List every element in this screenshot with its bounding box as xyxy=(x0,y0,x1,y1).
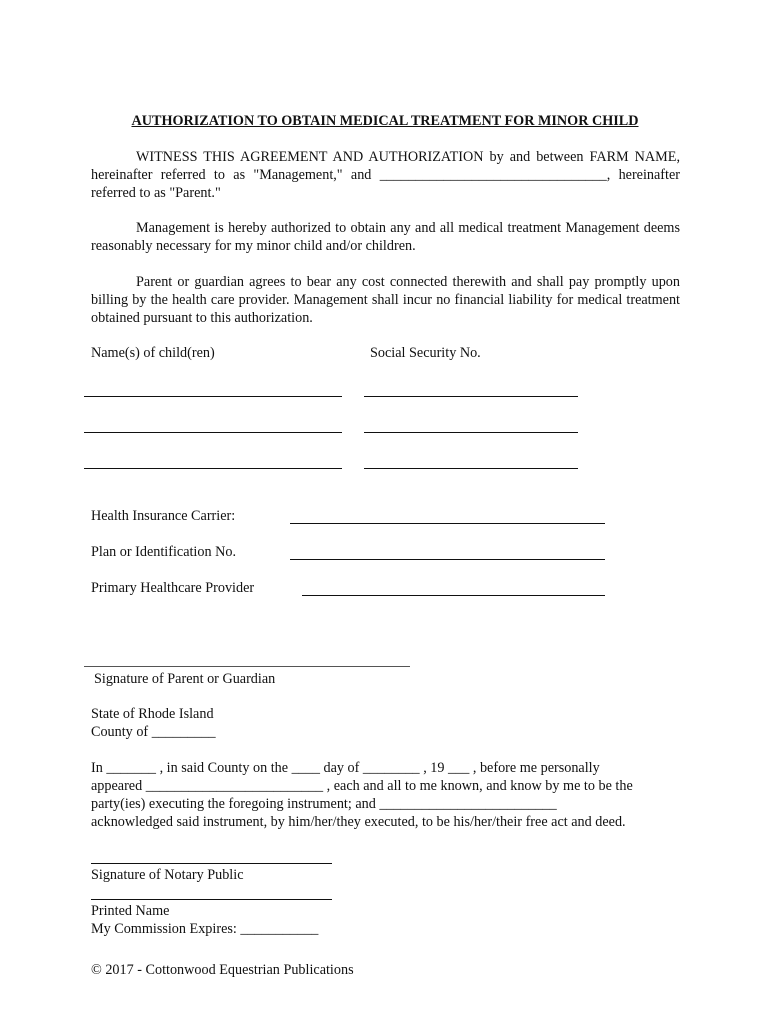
commission-expires-label: My Commission Expires: ___________ xyxy=(91,921,319,937)
ssn-header: Social Security No. xyxy=(370,345,481,361)
printed-name-label: Printed Name xyxy=(91,903,170,919)
plan-id-label: Plan or Identification No. xyxy=(91,544,236,560)
child-ssn-line-1[interactable] xyxy=(364,396,578,397)
parent-signature-label: Signature of Parent or Guardian xyxy=(94,671,276,687)
document-title: AUTHORIZATION TO OBTAIN MEDICAL TREATMENT FOR MINOR CHILD xyxy=(131,113,639,129)
child-ssn-line-3[interactable] xyxy=(364,468,578,469)
insurance-carrier-line[interactable] xyxy=(290,523,605,524)
printed-name-line[interactable] xyxy=(91,899,332,900)
healthcare-provider-line[interactable] xyxy=(302,595,605,596)
insurance-carrier-label: Health Insurance Carrier: xyxy=(91,508,236,524)
authorization-paragraph: Management is hereby authorized to obtain any and all medical treatment Management deems reasonably necessary for my minor child and/or children. xyxy=(91,220,680,254)
copyright-footer: © 2017 - Cottonwood Equestrian Publications xyxy=(91,962,354,978)
witness-paragraph: WITNESS THIS AGREEMENT AND AUTHORIZATION by and between FARM NAME, hereinafter referred to as "Management," and ________________________________, hereinafter referred to as "Parent." xyxy=(91,149,680,201)
child-name-line-1[interactable] xyxy=(84,396,342,397)
acknowledgment-line-4: acknowledged said instrument, by him/her/they executed, to be his/her/their free act and deed. xyxy=(91,814,626,830)
acknowledgment-line-3: party(ies) executing the foregoing instrument; and _________________________ xyxy=(91,796,557,812)
child-name-line-3[interactable] xyxy=(84,468,342,469)
child-name-line-2[interactable] xyxy=(84,432,342,433)
notary-county: County of _________ xyxy=(91,724,216,740)
notary-signature-line[interactable] xyxy=(91,863,332,864)
acknowledgment-line-2: appeared _________________________ , each and all to me known, and know by me to be the xyxy=(91,778,633,794)
healthcare-provider-label: Primary Healthcare Provider xyxy=(91,580,255,596)
acknowledgment-line-1: In _______ , in said County on the ____ day of ________ , 19 ___ , before me personally xyxy=(91,760,600,776)
parent-signature-line[interactable] xyxy=(84,666,410,667)
notary-state: State of Rhode Island xyxy=(91,706,214,722)
notary-signature-label: Signature of Notary Public xyxy=(91,867,244,883)
plan-id-line[interactable] xyxy=(290,559,605,560)
children-names-header: Name(s) of child(ren) xyxy=(91,345,215,361)
cost-paragraph: Parent or guardian agrees to bear any cost connected therewith and shall pay promptly upon billing by the health care provider. Management shall incur no financial liability for medical treatment obtained pursuant to this authorization. xyxy=(91,274,680,326)
child-ssn-line-2[interactable] xyxy=(364,432,578,433)
